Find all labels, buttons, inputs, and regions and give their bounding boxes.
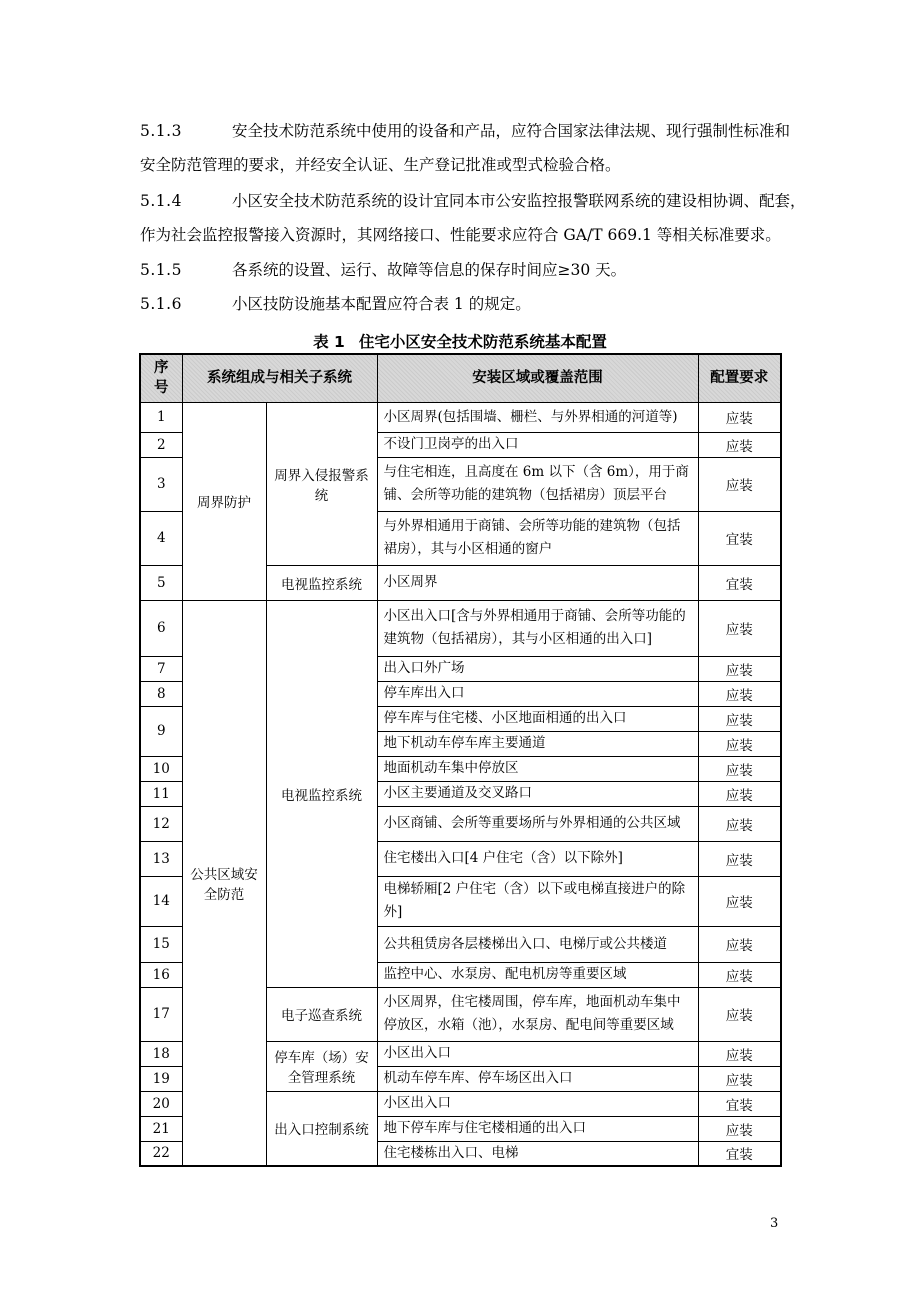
row-area: 小区周界: [377, 565, 698, 600]
row-area: 机动车停车库、停车场区出入口: [377, 1066, 698, 1091]
subsystem-cctv-perimeter: 电视监控系统: [266, 565, 377, 600]
row-area: 小区周界，住宅楼周围，停车库，地面机动车集中停放区，水箱（池），水泵房、配电间等重要区域: [377, 987, 698, 1041]
clause-number: 5.1.4: [140, 192, 182, 210]
row-req: 应装: [698, 1041, 781, 1066]
row-no: 11: [140, 781, 182, 806]
row-no: 5: [140, 565, 182, 600]
row-req: 应装: [698, 457, 781, 511]
row-area: 小区主要通道及交叉路口: [377, 781, 698, 806]
paragraph-5-1-4: [140, 190, 806, 212]
row-area: 地面机动车集中停放区: [377, 756, 698, 781]
row-no: 21: [140, 1116, 182, 1141]
row-req: 应装: [698, 926, 781, 962]
subsystem-cctv-public: 电视监控系统: [266, 600, 377, 987]
paragraph-text: 安全技术防范系统中使用的设备和产品，应符合国家法律法规、现行强制性标准和: [232, 122, 791, 140]
row-no: 12: [140, 806, 182, 841]
paragraph-text: 作为社会监控报警接入资源时，其网络接口、性能要求应符合 GA/T 669.1 等相关标准要求。: [140, 226, 781, 244]
row-area: 地下机动车停车库主要通道: [377, 731, 698, 756]
group-public: 公共区域安全防范: [182, 600, 266, 1166]
row-area: 出入口外广场: [377, 656, 698, 681]
row-no: 3: [140, 457, 182, 511]
table-caption: [0, 330, 920, 352]
row-req: 应装: [698, 781, 781, 806]
row-req: 应装: [698, 706, 781, 731]
table-header-row: [140, 354, 781, 402]
row-req: 宜装: [698, 511, 781, 565]
row-no: 6: [140, 600, 182, 656]
row-area: 住宅楼栋出入口、电梯: [377, 1141, 698, 1166]
row-area: 小区出入口[含与外界相通用于商铺、会所等功能的建筑物（包括裙房），其与小区相通的出入口]: [377, 600, 698, 656]
header-system: 系统组成与相关子系统: [182, 354, 377, 402]
row-no: 15: [140, 926, 182, 962]
row-no: 8: [140, 681, 182, 706]
row-req: 应装: [698, 756, 781, 781]
table-row: [140, 600, 781, 656]
clause-number: 5.1.5: [140, 261, 182, 279]
paragraph-text: 安全防范管理的要求，并经安全认证、生产登记批准或型式检验合格。: [140, 156, 621, 174]
row-req: 宜装: [698, 1141, 781, 1166]
row-no: 4: [140, 511, 182, 565]
row-no: 7: [140, 656, 182, 681]
row-req: 应装: [698, 876, 781, 926]
row-req: 宜装: [698, 565, 781, 600]
row-no: 14: [140, 876, 182, 926]
row-area: 小区出入口: [377, 1091, 698, 1116]
row-area: 住宅楼出入口[4 户住宅（含）以下除外]: [377, 841, 698, 876]
row-no: 17: [140, 987, 182, 1041]
paragraph-5-1-3: [140, 120, 790, 142]
row-req: 应装: [698, 681, 781, 706]
subsystem-patrol: 电子巡查系统: [266, 987, 377, 1041]
paragraph-text: 小区安全技术防范系统的设计宜同本市公安监控报警联网系统的建设相协调、配套，: [232, 192, 806, 210]
row-no: 18: [140, 1041, 182, 1066]
row-area: 小区周界(包括围墙、栅栏、与外界相通的河道等): [377, 402, 698, 432]
table-row: [140, 402, 781, 432]
row-area: 小区商铺、会所等重要场所与外界相通的公共区域: [377, 806, 698, 841]
row-req: 应装: [698, 600, 781, 656]
paragraph-5-1-6: [140, 293, 531, 315]
row-area: 电梯轿厢[2 户住宅（含）以下或电梯直接进户的除外]: [377, 876, 698, 926]
page-number: 3: [770, 1216, 779, 1231]
row-area: 地下停车库与住宅楼相通的出入口: [377, 1116, 698, 1141]
row-req: 应装: [698, 987, 781, 1041]
row-req: 应装: [698, 1116, 781, 1141]
row-area: 与住宅相连，且高度在 6m 以下（含 6m），用于商铺、会所等功能的建筑物（包括裙房）顶层平台: [377, 457, 698, 511]
header-no: 序号: [140, 354, 182, 402]
clause-number: 5.1.3: [140, 122, 182, 140]
row-area: 停车库出入口: [377, 681, 698, 706]
row-area: 公共租赁房各层楼梯出入口、电梯厅或公共楼道: [377, 926, 698, 962]
row-req: 应装: [698, 1066, 781, 1091]
row-no: 22: [140, 1141, 182, 1166]
row-no: 19: [140, 1066, 182, 1091]
row-no: 2: [140, 432, 182, 457]
table-caption-label: 表 1: [313, 333, 345, 351]
header-req: 配置要求: [698, 354, 781, 402]
row-req: 宜装: [698, 1091, 781, 1116]
row-req: 应装: [698, 841, 781, 876]
header-area: 安装区域或覆盖范围: [377, 354, 698, 402]
group-perimeter: 周界防护: [182, 402, 266, 600]
row-area: 小区出入口: [377, 1041, 698, 1066]
row-no: 20: [140, 1091, 182, 1116]
clause-number: 5.1.6: [140, 295, 182, 313]
subsystem-parking: 停车库（场）安全管理系统: [266, 1041, 377, 1091]
row-req: 应装: [698, 432, 781, 457]
row-no: 10: [140, 756, 182, 781]
row-no: 1: [140, 402, 182, 432]
row-area: 停车库与住宅楼、小区地面相通的出入口: [377, 706, 698, 731]
config-table: [139, 353, 782, 1167]
row-req: 应装: [698, 962, 781, 987]
row-req: 应装: [698, 806, 781, 841]
subsystem-intrusion: 周界入侵报警系统: [266, 402, 377, 565]
subsystem-access: 出入口控制系统: [266, 1091, 377, 1166]
row-area: 与外界相通用于商铺、会所等功能的建筑物（包括裙房），其与小区相通的窗户: [377, 511, 698, 565]
row-req: 应装: [698, 402, 781, 432]
paragraph-5-1-3-cont: [140, 154, 621, 176]
row-area: 不设门卫岗亭的出入口: [377, 432, 698, 457]
paragraph-5-1-5: [140, 259, 626, 281]
row-no: 16: [140, 962, 182, 987]
row-req: 应装: [698, 656, 781, 681]
paragraph-5-1-4-cont: [140, 224, 781, 246]
row-no: 9: [140, 706, 182, 756]
row-req: 应装: [698, 731, 781, 756]
paragraph-text: 各系统的设置、运行、故障等信息的保存时间应≥30 天。: [232, 261, 627, 279]
table-caption-title: 住宅小区安全技术防范系统基本配置: [358, 333, 607, 351]
paragraph-text: 小区技防设施基本配置应符合表 1 的规定。: [232, 295, 531, 313]
row-area: 监控中心、水泵房、配电机房等重要区域: [377, 962, 698, 987]
row-no: 13: [140, 841, 182, 876]
